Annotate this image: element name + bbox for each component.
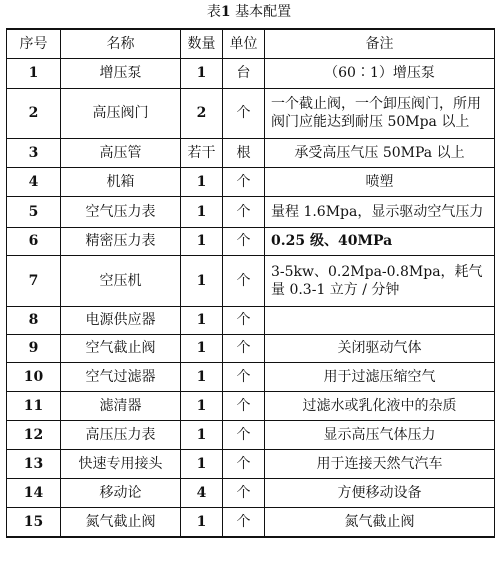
cell-note: 承受高压气压 50MPa 以上 [265,138,495,167]
table-row [7,306,495,334]
cell-name: 空压机 [61,255,181,306]
cell-unit: 个 [223,420,265,449]
cell-name: 空气过滤器 [61,362,181,391]
table-row [7,196,495,227]
table-row [7,362,495,391]
cell-unit: 个 [223,362,265,391]
header-note: 备注 [265,29,495,58]
cell-unit: 个 [223,167,265,196]
cell-note: 用于连接天然气汽车 [265,449,495,478]
cell-name: 精密压力表 [61,227,181,255]
cell-unit: 个 [223,507,265,537]
cell-note: 用于过滤压缩空气 [265,362,495,391]
cell-no: 13 [7,449,61,478]
cell-note: （60∶1）增压泵 [265,58,495,88]
cell-name: 快速专用接头 [61,449,181,478]
table-row [7,58,495,88]
table-header-row [7,29,495,58]
cell-note: 量程 1.6Mpa，显示驱动空气压力 [265,196,495,227]
cell-no: 10 [7,362,61,391]
cell-qty: 若干 [181,138,223,167]
header-no: 序号 [7,29,61,58]
cell-name: 滤清器 [61,391,181,420]
cell-qty: 1 [181,306,223,334]
cell-name: 高压阀门 [61,88,181,138]
table-row [7,478,495,507]
cell-note: 3-5kw、0.2Mpa-0.8Mpa，耗气量 0.3-1 立方 / 分钟 [265,255,495,306]
cell-name: 空气压力表 [61,196,181,227]
cell-name: 机箱 [61,167,181,196]
cell-name: 电源供应器 [61,306,181,334]
cell-no: 4 [7,167,61,196]
header-unit: 单位 [223,29,265,58]
table-row [7,138,495,167]
cell-qty: 1 [181,449,223,478]
table-row [7,334,495,362]
cell-name: 空气截止阀 [61,334,181,362]
cell-qty: 1 [181,227,223,255]
cell-qty: 1 [181,196,223,227]
cell-note: 氮气截止阀 [265,507,495,537]
cell-qty: 1 [181,58,223,88]
cell-unit: 个 [223,306,265,334]
cell-unit: 个 [223,88,265,138]
cell-qty: 1 [181,255,223,306]
cell-unit: 个 [223,196,265,227]
cell-name: 增压泵 [61,58,181,88]
cell-no: 14 [7,478,61,507]
table-row [7,255,495,306]
cell-unit: 个 [223,255,265,306]
cell-qty: 4 [181,478,223,507]
cell-note: 过滤水或乳化液中的杂质 [265,391,495,420]
cell-no: 12 [7,420,61,449]
cell-name: 氮气截止阀 [61,507,181,537]
cell-no: 7 [7,255,61,306]
cell-no: 1 [7,58,61,88]
cell-no: 6 [7,227,61,255]
table-row [7,420,495,449]
cell-no: 15 [7,507,61,537]
cell-qty: 1 [181,334,223,362]
cell-qty: 1 [181,507,223,537]
table-row [7,391,495,420]
cell-unit: 台 [223,58,265,88]
cell-name: 移动论 [61,478,181,507]
table-row [7,167,495,196]
cell-unit: 个 [223,391,265,420]
table-row [7,449,495,478]
cell-qty: 1 [181,420,223,449]
cell-note: 喷塑 [265,167,495,196]
cell-unit: 个 [223,227,265,255]
cell-no: 5 [7,196,61,227]
cell-qty: 1 [181,391,223,420]
cell-unit: 个 [223,449,265,478]
cell-name: 高压压力表 [61,420,181,449]
cell-note: 0.25 级、40MPa [265,227,495,255]
caption-number: 1 [220,4,231,20]
cell-no: 11 [7,391,61,420]
table-row [7,507,495,537]
header-name: 名称 [61,29,181,58]
cell-qty: 1 [181,167,223,196]
cell-no: 8 [7,306,61,334]
table-row [7,88,495,138]
cell-note: 方便移动设备 [265,478,495,507]
cell-unit: 个 [223,334,265,362]
cell-no: 3 [7,138,61,167]
table-caption [0,2,498,22]
caption-title: 基本配置 [235,4,292,20]
caption-prefix: 表 [206,4,221,20]
cell-qty: 2 [181,88,223,138]
config-table [6,28,495,538]
cell-no: 9 [7,334,61,362]
cell-no: 2 [7,88,61,138]
cell-unit: 个 [223,478,265,507]
header-qty: 数量 [181,29,223,58]
cell-note: 关闭驱动气体 [265,334,495,362]
cell-note: 一个截止阀，一个卸压阀门，所用阀门应能达到耐压 50Mpa 以上 [265,88,495,138]
cell-note [265,306,495,334]
cell-unit: 根 [223,138,265,167]
table-row [7,227,495,255]
cell-note: 显示高压气体压力 [265,420,495,449]
cell-name: 高压管 [61,138,181,167]
cell-qty: 1 [181,362,223,391]
